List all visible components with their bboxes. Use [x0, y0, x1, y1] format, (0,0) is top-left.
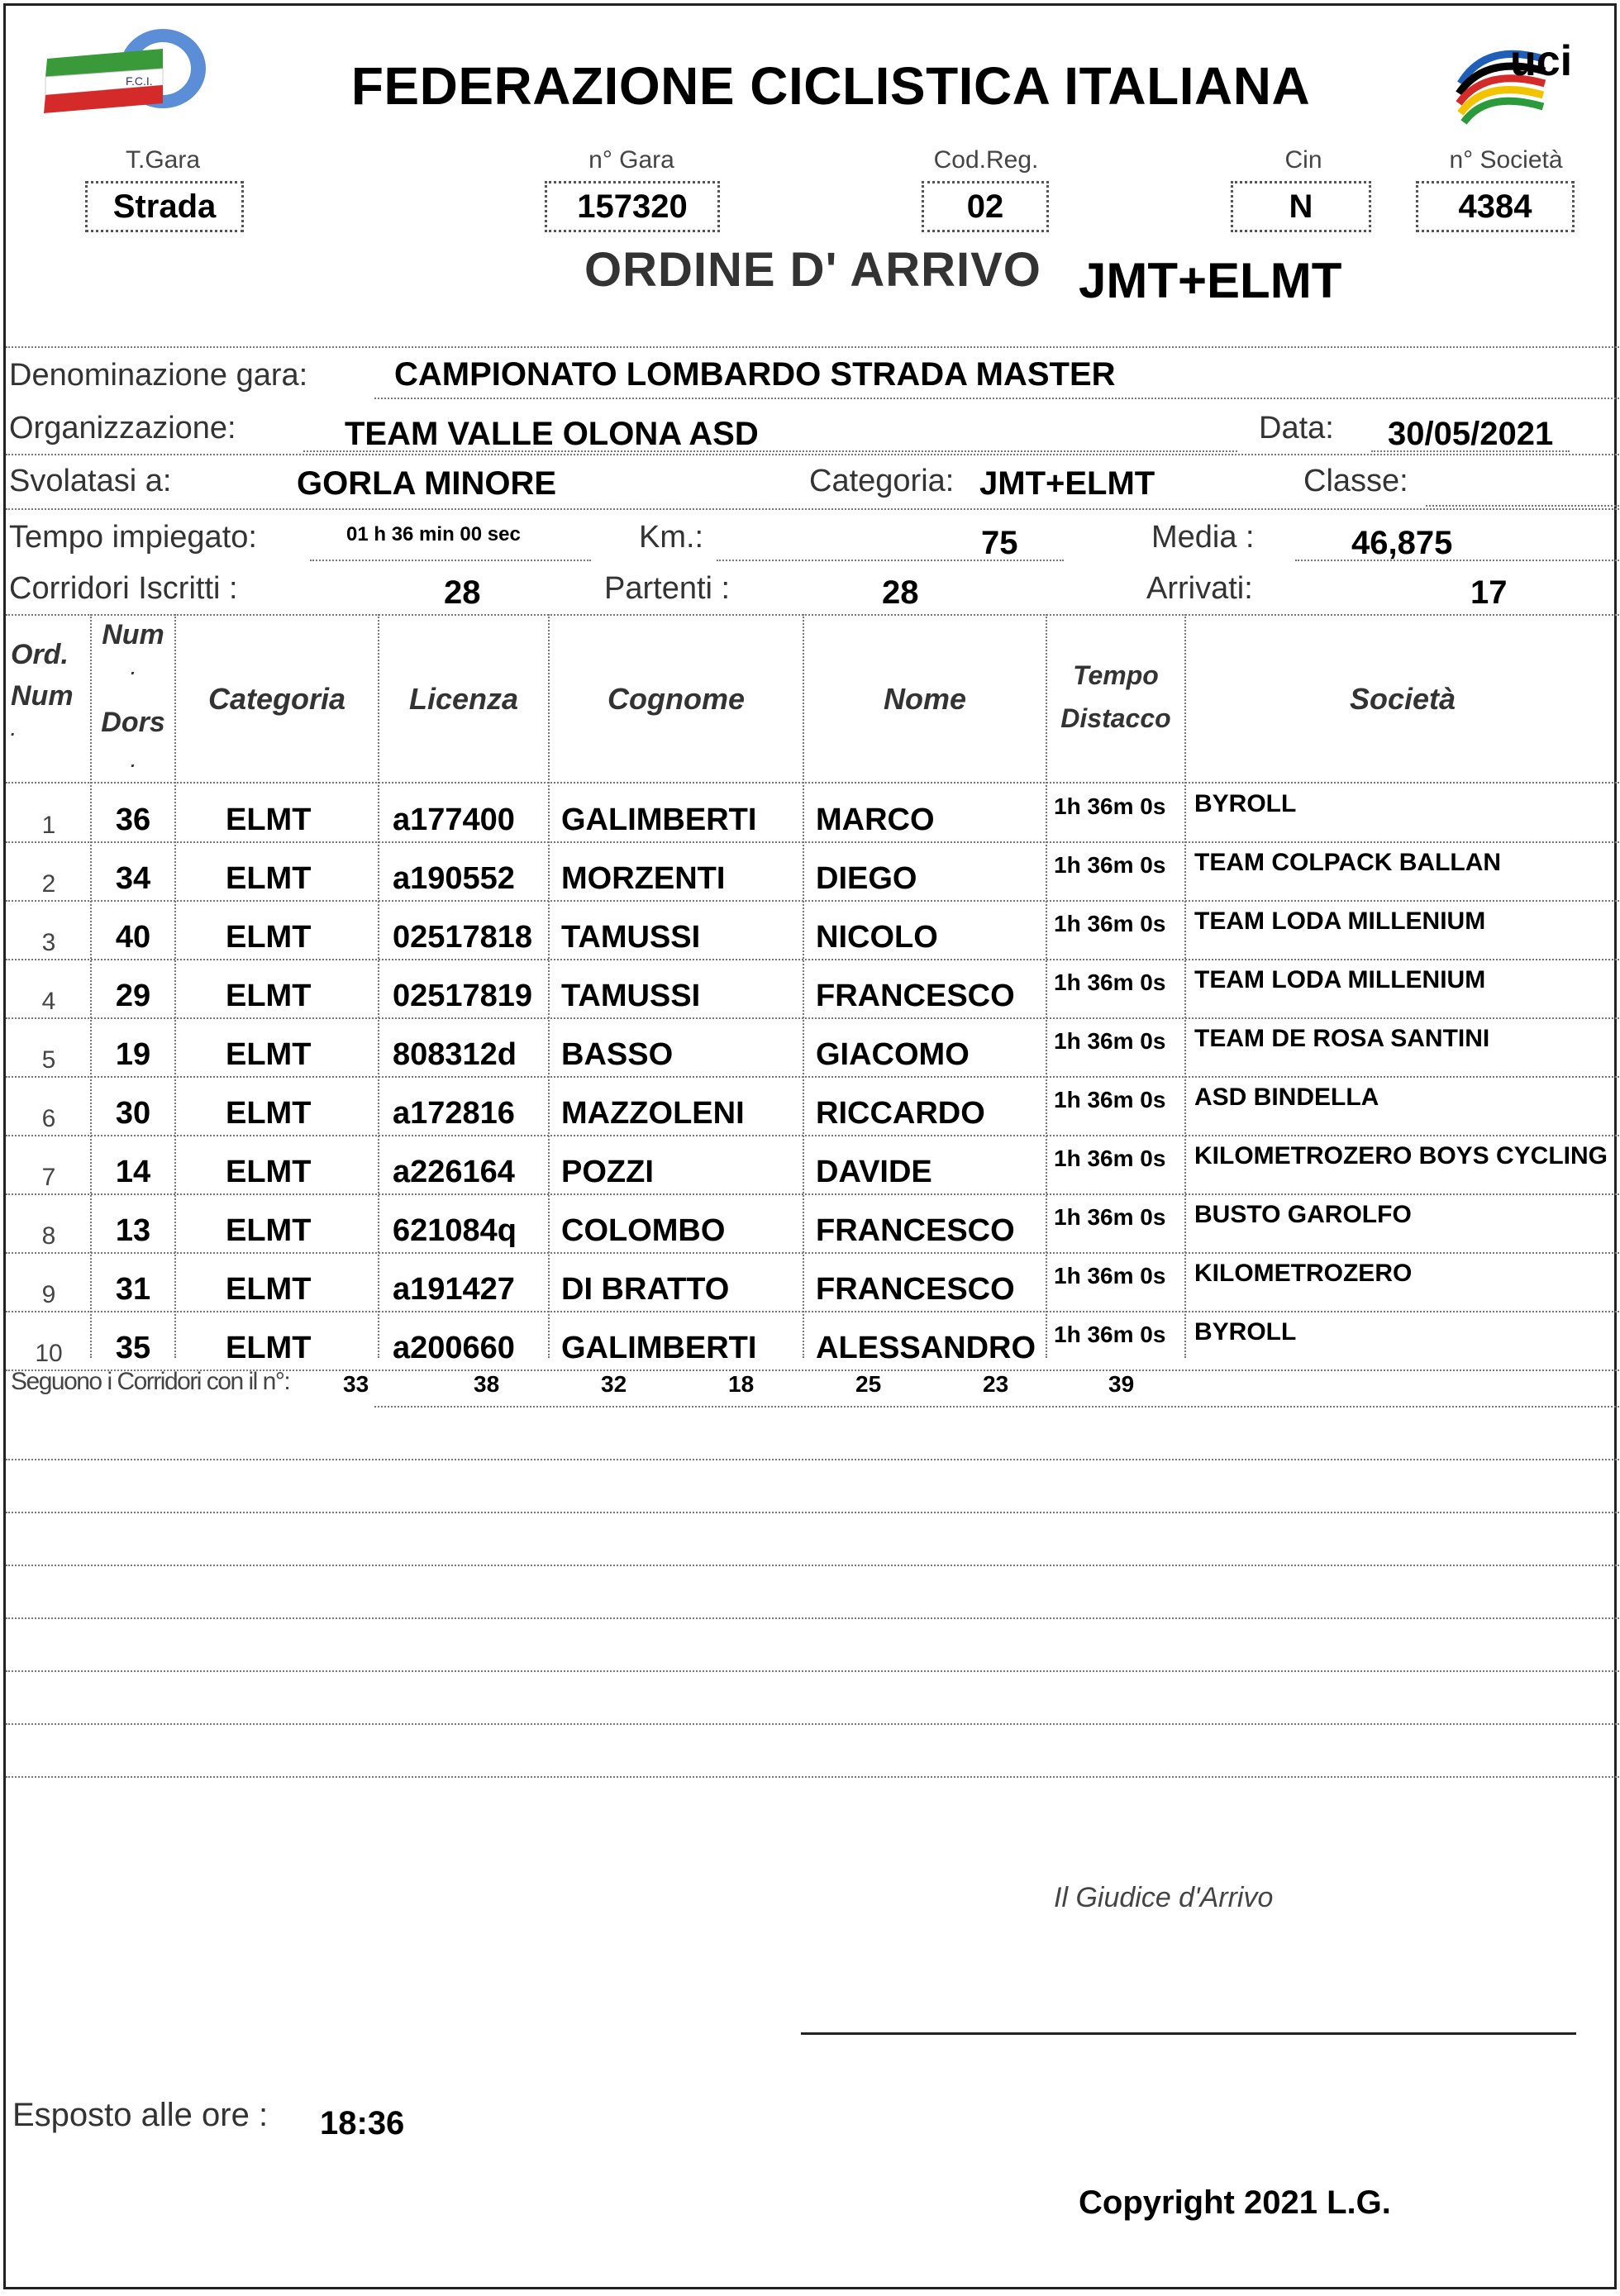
- cell-lic: a226164: [393, 1155, 515, 1189]
- cell-dors: 31: [115, 1272, 151, 1307]
- cell-soc: ASD BINDELLA: [1194, 1084, 1379, 1111]
- table-row: [6, 1195, 1619, 1254]
- cell-nome: GIACOMO: [816, 1037, 970, 1072]
- header-ord-1: Ord.: [11, 639, 69, 670]
- signature-line: [801, 2032, 1576, 2035]
- cell-soc: BUSTO GAROLFO: [1194, 1201, 1412, 1228]
- cell-cat: ELMT: [226, 1037, 312, 1072]
- cell-dors: 36: [115, 803, 151, 837]
- cell-lic: a190552: [393, 861, 515, 896]
- km-value: 75: [981, 525, 1018, 561]
- cell-lic: a177400: [393, 803, 515, 837]
- blank-line: [6, 1459, 1619, 1460]
- table-row: [6, 1078, 1619, 1136]
- ngara-label: n° Gara: [588, 146, 674, 174]
- data-value: 30/05/2021: [1388, 416, 1554, 452]
- svolatasi-value: GORLA MINORE: [297, 465, 557, 502]
- cell-tempo: 1h 36m 0s: [1054, 1263, 1166, 1289]
- header-nome: Nome: [883, 682, 967, 716]
- cell-cognome: TAMUSSI: [561, 979, 701, 1013]
- dotted-line: [310, 560, 591, 561]
- cell-soc: BYROLL: [1194, 1318, 1297, 1346]
- categoria-value: JMT+ELMT: [979, 465, 1155, 502]
- cell-cat: ELMT: [226, 1155, 312, 1189]
- cell-ord: 10: [35, 1340, 63, 1367]
- cell-ord: 7: [41, 1164, 56, 1191]
- cell-soc: TEAM LODA MILLENIUM: [1194, 907, 1486, 935]
- arrivati-value: 17: [1470, 574, 1508, 611]
- seguono-number: 23: [983, 1371, 1009, 1397]
- cell-cat: ELMT: [226, 803, 312, 837]
- table-row: [6, 1312, 1619, 1371]
- cell-lic: 02517818: [393, 920, 533, 955]
- tgara-box: Strada: [85, 181, 244, 232]
- svolatasi-label: Svolatasi a:: [9, 464, 172, 498]
- cell-tempo: 1h 36m 0s: [1054, 1087, 1166, 1112]
- cell-nome: FRANCESCO: [816, 1272, 1015, 1307]
- km-label: Km.:: [639, 520, 704, 555]
- cell-cat: ELMT: [226, 979, 312, 1013]
- cell-tempo: 1h 36m 0s: [1054, 1322, 1166, 1347]
- partenti-value: 28: [882, 574, 919, 611]
- cell-cat: ELMT: [226, 861, 312, 896]
- seguono-number: 25: [855, 1371, 882, 1397]
- media-label: Media :: [1151, 520, 1255, 555]
- cell-nome: RICCARDO: [816, 1096, 985, 1131]
- cell-cognome: BASSO: [561, 1037, 674, 1072]
- dotted-line: [1295, 560, 1619, 561]
- blank-line: [6, 1723, 1619, 1725]
- cell-nome: NICOLO: [816, 920, 938, 955]
- header-num-4: .: [131, 753, 136, 771]
- cell-cognome: MORZENTI: [561, 861, 726, 896]
- dotted-line: [717, 560, 1064, 561]
- seguono-label: Seguono i Corridori con il n°:: [11, 1368, 290, 1395]
- cell-lic: a172816: [393, 1096, 515, 1131]
- cell-nome: MARCO: [816, 803, 935, 837]
- table-row: [6, 1019, 1619, 1078]
- header-distacco: Distacco: [1060, 703, 1171, 733]
- cell-dors: 19: [115, 1037, 151, 1072]
- separator: [6, 508, 1619, 510]
- cell-ord: 1: [41, 812, 56, 839]
- blank-line: [6, 1512, 1619, 1513]
- codreg-box: 02: [922, 181, 1049, 232]
- separator: [6, 346, 1619, 348]
- cell-ord: 6: [41, 1105, 56, 1132]
- ngara-box: 157320: [545, 181, 720, 232]
- codreg-label: Cod.Reg.: [933, 146, 1039, 174]
- seguono-number: 38: [474, 1371, 500, 1397]
- document-page: [3, 3, 1617, 2289]
- tempo-label: Tempo impiegato:: [9, 520, 257, 555]
- header-tempo: Tempo: [1073, 660, 1159, 690]
- cell-soc: TEAM DE ROSA SANTINI: [1194, 1025, 1490, 1052]
- cell-soc: KILOMETROZERO BOYS CYCLING: [1194, 1142, 1608, 1169]
- categoria-label: Categoria:: [809, 464, 955, 498]
- cell-tempo: 1h 36m 0s: [1054, 1204, 1166, 1230]
- data-label: Data:: [1259, 411, 1334, 445]
- arrivati-label: Arrivati:: [1146, 571, 1253, 606]
- header-licenza: Licenza: [408, 682, 519, 716]
- dotted-line: [303, 450, 1237, 452]
- cell-nome: FRANCESCO: [816, 979, 1015, 1013]
- esposto-label: Esposto alle ore :: [12, 2097, 269, 2133]
- table-row: [6, 960, 1619, 1019]
- header-num-3: Dors: [101, 707, 165, 738]
- ordine-arrivo-title: ORDINE D' ARRIVO: [584, 243, 1041, 297]
- cell-lic: 02517819: [393, 979, 533, 1013]
- organizzazione-label: Organizzazione:: [9, 411, 236, 445]
- organizzazione-value: TEAM VALLE OLONA ASD: [345, 416, 759, 452]
- cell-nome: DAVIDE: [816, 1155, 932, 1189]
- blank-line: [6, 1617, 1619, 1619]
- cin-box: N: [1231, 181, 1371, 232]
- cell-lic: 808312d: [393, 1037, 517, 1072]
- cell-ord: 2: [41, 870, 56, 898]
- partenti-label: Partenti :: [604, 571, 731, 606]
- table-row: [6, 843, 1619, 902]
- cell-dors: 14: [115, 1155, 151, 1189]
- cell-dors: 40: [115, 920, 151, 955]
- iscritti-label: Corridori Iscritti :: [9, 571, 238, 606]
- header-cognome: Cognome: [608, 682, 745, 716]
- uci-logo: [1452, 26, 1593, 125]
- dotted-line: [1426, 505, 1619, 507]
- blank-line: [6, 1776, 1619, 1778]
- cell-tempo: 1h 36m 0s: [1054, 793, 1166, 819]
- table-row: [6, 784, 1619, 843]
- cell-dors: 13: [115, 1213, 151, 1248]
- media-value: 46,875: [1351, 525, 1453, 561]
- cell-dors: 29: [115, 979, 151, 1013]
- giudice-label: Il Giudice d'Arrivo: [1054, 1882, 1274, 1913]
- dotted-line: [374, 398, 1619, 399]
- cell-lic: a191427: [393, 1272, 515, 1307]
- esposto-value: 18:36: [320, 2105, 405, 2141]
- header-ord-3: .: [11, 722, 16, 740]
- cell-cognome: GALIMBERTI: [561, 803, 757, 837]
- seguono-number: 32: [601, 1371, 627, 1397]
- header-ord-2: Num: [11, 680, 74, 712]
- iscritti-value: 28: [444, 574, 481, 611]
- nsocieta-label: n° Società: [1449, 146, 1563, 174]
- cell-ord: 9: [41, 1281, 56, 1308]
- category-title: JMT+ELMT: [1079, 253, 1342, 308]
- cell-cat: ELMT: [226, 1096, 312, 1131]
- cell-soc: TEAM LODA MILLENIUM: [1194, 966, 1486, 993]
- dotted-line: [1371, 450, 1570, 452]
- denominazione-label: Denominazione gara:: [9, 358, 308, 393]
- cell-tempo: 1h 36m 0s: [1054, 1146, 1166, 1171]
- cell-nome: DIEGO: [816, 861, 917, 896]
- cell-tempo: 1h 36m 0s: [1054, 1028, 1166, 1054]
- cell-dors: 30: [115, 1096, 151, 1131]
- seguono-number: 33: [343, 1371, 369, 1397]
- cell-tempo: 1h 36m 0s: [1054, 911, 1166, 936]
- table-row: [6, 902, 1619, 960]
- header-categoria: Categoria: [207, 682, 346, 716]
- cin-label: Cin: [1284, 146, 1322, 174]
- svg-text:uci: uci: [1510, 37, 1573, 85]
- cell-cat: ELMT: [226, 1213, 312, 1248]
- cell-cognome: MAZZOLENI: [561, 1096, 745, 1131]
- seguono-number: 39: [1108, 1371, 1135, 1397]
- copyright: Copyright 2021 L.G.: [1079, 2184, 1391, 2221]
- header-num-2: .: [131, 660, 136, 679]
- cell-lic: 621084q: [393, 1213, 517, 1248]
- cell-dors: 34: [115, 861, 151, 896]
- seguono-number: 18: [728, 1371, 755, 1397]
- cell-ord: 4: [41, 988, 56, 1015]
- header-societa: Società: [1349, 682, 1456, 716]
- nsocieta-box: 4384: [1416, 181, 1575, 232]
- cell-ord: 5: [41, 1046, 56, 1074]
- table-header: [6, 614, 1619, 784]
- cell-lic: a200660: [393, 1331, 515, 1365]
- table-row: [6, 1136, 1619, 1195]
- blank-line: [6, 1670, 1619, 1672]
- cell-soc: KILOMETROZERO: [1194, 1260, 1413, 1287]
- cell-cognome: POZZI: [561, 1155, 654, 1189]
- tempo-value: 01 h 36 min 00 sec: [346, 523, 521, 545]
- blank-line: [6, 1565, 1619, 1566]
- cell-cognome: DI BRATTO: [561, 1272, 730, 1307]
- cell-cognome: GALIMBERTI: [561, 1331, 757, 1365]
- cell-soc: TEAM COLPACK BALLAN: [1194, 849, 1502, 876]
- table-row: [6, 1254, 1619, 1312]
- cell-cat: ELMT: [226, 920, 312, 955]
- svg-text:F.C.I.: F.C.I.: [126, 74, 153, 88]
- cell-dors: 35: [115, 1331, 151, 1365]
- cell-nome: ALESSANDRO: [816, 1331, 1036, 1365]
- cell-tempo: 1h 36m 0s: [1054, 969, 1166, 995]
- separator: [6, 454, 1619, 455]
- cell-tempo: 1h 36m 0s: [1054, 852, 1166, 878]
- header-num-1: Num: [102, 619, 164, 650]
- cell-ord: 3: [41, 929, 56, 956]
- cell-cat: ELMT: [226, 1272, 312, 1307]
- cell-cognome: COLOMBO: [561, 1213, 726, 1248]
- classe-label: Classe:: [1303, 464, 1408, 498]
- cell-soc: BYROLL: [1194, 790, 1297, 817]
- cell-ord: 8: [41, 1222, 56, 1250]
- dotted-line: [374, 1406, 1619, 1408]
- cell-nome: FRANCESCO: [816, 1213, 1015, 1248]
- cell-cognome: TAMUSSI: [561, 920, 701, 955]
- cell-cat: ELMT: [226, 1331, 312, 1365]
- denominazione-value: CAMPIONATO LOMBARDO STRADA MASTER: [394, 356, 1116, 393]
- tgara-label: T.Gara: [125, 146, 201, 174]
- page-title: FEDERAZIONE CICLISTICA ITALIANA: [350, 56, 1311, 116]
